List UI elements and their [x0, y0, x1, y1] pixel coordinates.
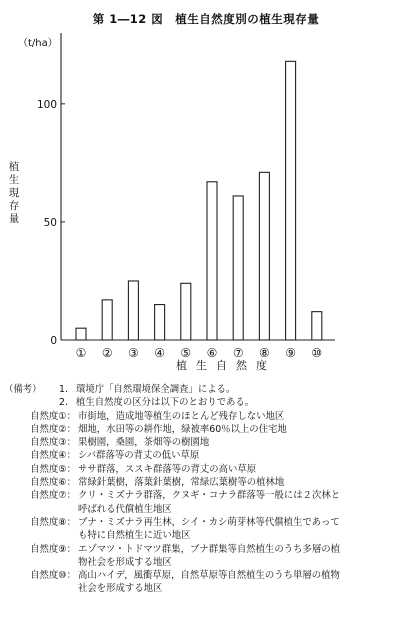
x-tick-label: ⑧: [259, 346, 270, 360]
degree-item-continued: [4, 529, 408, 542]
degree-description: 畑地，水田等の耕作地，緑被率60％以上の住宅地: [78, 423, 287, 435]
bar: [286, 61, 296, 340]
bar: [207, 182, 217, 340]
x-tick-label: ①: [75, 346, 87, 360]
x-tick-label: ⑩: [311, 346, 323, 360]
degree-label: 自然度①：: [30, 410, 76, 422]
degree-item-continued: [4, 556, 408, 569]
notes-heading: （備考）: [4, 384, 42, 395]
degree-description: 市街地，造成地等植生のほとんど残存しない地区: [78, 410, 285, 422]
y-tick-labels: [18, 37, 65, 347]
degree-item: [4, 463, 408, 476]
y-tick-label: 0: [50, 335, 57, 347]
x-tick-label: ②: [101, 346, 113, 360]
degree-list: [4, 410, 408, 596]
notes-section: [4, 383, 408, 596]
bar: [233, 196, 243, 340]
y-axis-label-char: 量: [8, 213, 20, 225]
y-axis-label-char: 植: [8, 161, 20, 173]
x-tick-label: ⑤: [180, 346, 192, 360]
x-tick-label: ③: [128, 346, 139, 360]
bar: [76, 328, 86, 340]
degree-item-continued: [4, 503, 408, 516]
x-tick-label: ⑨: [285, 346, 296, 360]
note-number: 2.: [59, 397, 68, 409]
y-tick-label: 100: [36, 98, 57, 111]
chart-title: 第 1―12 図 植生自然度別の植生現存量: [92, 12, 320, 26]
degree-description: 呼ばれる代償植生地区: [78, 503, 172, 515]
bar: [181, 283, 191, 340]
note-text: 環境庁「自然環境保全調査」による。: [76, 384, 236, 395]
degree-item: [4, 516, 408, 529]
degree-label: 自然度⑨：: [30, 543, 76, 555]
degree-item: [4, 569, 408, 582]
degree-label: 自然度⑥：: [30, 477, 76, 489]
y-axis-label: [7, 161, 21, 226]
bar-group: [76, 61, 322, 340]
y-axis-label-char: 生: [8, 174, 20, 186]
degree-item: [4, 449, 408, 462]
degree-item-continued: [4, 582, 408, 595]
degree-item: [4, 410, 408, 423]
x-tick-label: ④: [154, 346, 165, 360]
x-axis-label: 植生自然度: [176, 359, 276, 372]
bar: [102, 300, 112, 340]
degree-description: 果樹園，桑園，茶畑等の樹園地: [78, 437, 210, 449]
degree-description: ササ群落，ススキ群落等の背丈の高い草原: [78, 463, 257, 475]
degree-label: [4, 529, 78, 542]
degree-item: [4, 489, 408, 502]
degree-label: 自然度⑩：: [30, 570, 76, 582]
degree-label: 自然度④：: [30, 450, 76, 462]
note-number: 1.: [59, 384, 68, 395]
degree-description: も特に自然植生に近い地区: [78, 530, 191, 542]
degree-item: [4, 476, 408, 489]
degree-description: 高山ハイデ，風衝草原，自然草原等自然植生のうち単層の植物: [78, 570, 340, 582]
note-item: [4, 383, 408, 396]
y-unit-label: （t/ha）: [18, 38, 58, 49]
degree-description: 社会を形成する地区: [78, 583, 163, 595]
bar: [259, 172, 269, 340]
bar: [128, 281, 138, 340]
degree-description: シバ群落等の背丈の低い草原: [78, 450, 200, 462]
x-tick-label: ⑦: [232, 346, 244, 360]
degree-label: [4, 503, 78, 516]
degree-item: [4, 436, 408, 449]
degree-description: 常緑針葉樹，落葉針葉樹，常緑広葉樹等の植林地: [78, 477, 285, 489]
degree-label: [4, 582, 78, 595]
degree-item: [4, 423, 408, 436]
bar: [312, 312, 322, 340]
degree-description: 物社会を形成する地区: [78, 556, 172, 568]
degree-description: ブナ・ミズナラ再生林，シイ・カシ萌芽林等代償植生であって: [78, 516, 340, 528]
degree-description: エゾマツ・トドマツ群集，ブナ群集等自然植生のうち多層の植: [78, 543, 340, 555]
degree-label: [4, 556, 78, 569]
y-axis-label-char: 現: [8, 187, 20, 199]
degree-label: 自然度⑤：: [30, 463, 76, 475]
degree-label: 自然度③：: [30, 437, 76, 449]
degree-description: クリ・ミズナラ群落，クヌギ・コナラ群落等一般には２次林と: [78, 490, 341, 502]
degree-label: 自然度⑦：: [30, 490, 76, 502]
degree-label: 自然度②：: [30, 423, 76, 435]
degree-item: [4, 543, 408, 556]
degree-label: 自然度⑧：: [30, 516, 76, 528]
y-axis-label-char: 存: [8, 200, 20, 212]
note-text: 植生自然度の区分は以下のとおりである。: [76, 397, 255, 409]
y-tick-label: 50: [43, 216, 57, 229]
x-tick-label: ⑥: [206, 346, 218, 360]
bar: [155, 305, 165, 340]
note-item: [4, 396, 408, 409]
